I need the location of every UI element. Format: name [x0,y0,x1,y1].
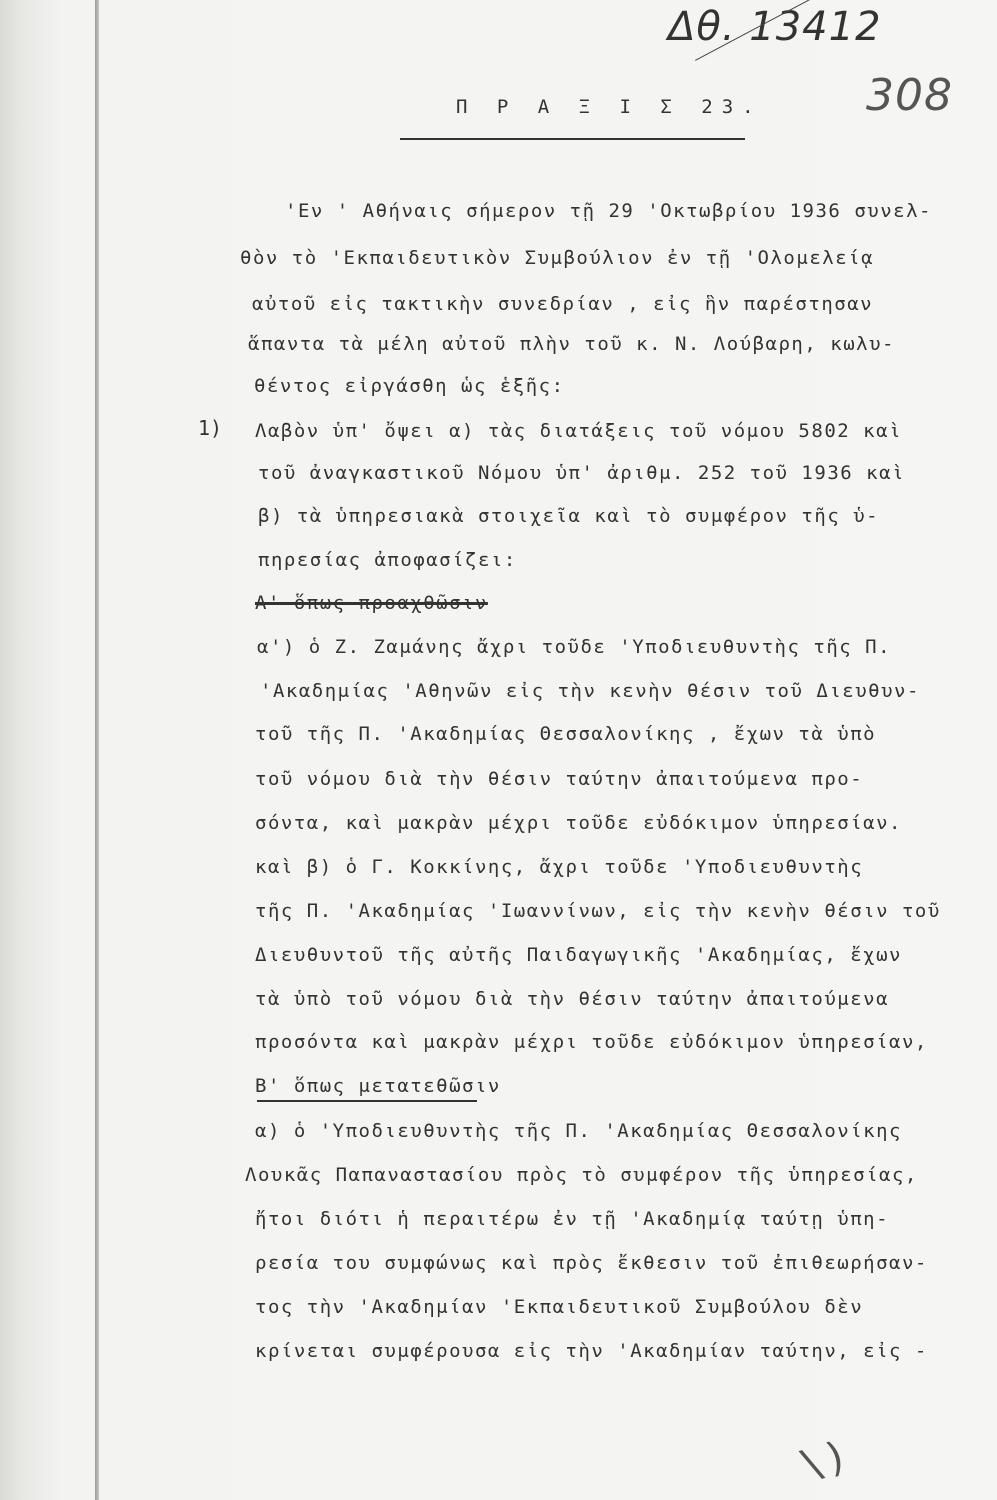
text-line: Β' ὅπως μετατεθῶσιν [255,1075,501,1097]
text-line: προσόντα καὶ μακρὰν μέχρι τοῦδε εὐδόκιμον ὑπηρεσίαν, [255,1031,928,1053]
text-line: 'Εν ' Αθήναις σήμερον τῇ 29 'Οκτωβρίου 1936 συνελ- [285,200,932,222]
text-line: καὶ β) ὁ Γ. Κοκκίνης, ἄχρι τοῦδε 'Υποδιευθυντὴς [255,856,864,878]
text-line: θέντος εἰργάσθη ὡς ἑξῆς: [254,375,565,397]
text-line: τοῦ τῆς Π. 'Ακαδημίας Θεσσαλονίκης , ἔχων τὰ ὑπὸ [255,723,877,745]
archive-number: Δθ. 13412 [668,4,882,50]
text-line: ἤτοι διότι ἡ περαιτέρω ἐν τῇ 'Ακαδημίᾳ ταύτῃ ὑπη- [255,1208,890,1230]
page-number: 308 [866,70,953,121]
text-line: β) τὰ ὑπηρεσιακὰ στοιχεῖα καὶ τὸ συμφέρον τῆς ὑ- [258,505,880,527]
text-line: Διευθυντοῦ τῆς αὐτῆς Παιδαγωγικῆς 'Ακαδημίας, ἔχων [255,944,902,966]
text-line: α) ὁ 'Υποδιευθυντὴς τῆς Π. 'Ακαδημίας Θεσσαλονίκης [255,1120,902,1142]
text-line: κρίνεται συμφέρουσα εἰς τὴν 'Ακαδημίαν ταύτην, εἰς - [255,1340,928,1362]
text-line: τὰ ὑπὸ τοῦ νόμου διὰ τὴν θέσιν ταύτην ἀπαιτούμενα [255,988,890,1010]
text-line: σόντα, καὶ μακρὰν μέχρι τοῦδε εὐδόκιμον ὑπηρεσίαν. [255,812,902,834]
text-line: 'Ακαδημίας 'Αθηνῶν εἰς τὴν κενὴν θέσιν τοῦ Διευθυν- [260,680,920,702]
text-line: Λουκᾶς Παπαναστασίου πρὸς τὸ συμφέρον τῆς ὑπηρεσίας, [245,1164,918,1186]
text-line: πηρεσίας ἀποφασίζει: [258,549,517,571]
text-line: αὐτοῦ εἰς τακτικὴν συνεδρίαν , εἰς ἣν παρέστησαν [252,293,874,315]
text-line: ἅπαντα τὰ μέλη αὐτοῦ πλὴν τοῦ κ. Ν. Λούβαρη, κωλυ- [248,333,895,355]
document-title: Π Ρ Α Ξ Ι Σ 23. [456,96,763,118]
text-line: τῆς Π. 'Ακαδημίας 'Ιωαννίνων, εἰς τὴν κενὴν θέσιν τοῦ [255,900,941,922]
handwritten-mark: \) [794,1432,854,1490]
text-line: α') ὁ Ζ. Ζαμάνης ἄχρι τοῦδε 'Υποδιευθυντὴς τῆς Π. [257,636,892,658]
title-underline [400,138,745,140]
text-line: τοῦ νόμου διὰ τὴν θέσιν ταύτην ἀπαιτούμενα προ- [255,768,864,790]
section-underline [257,1100,477,1102]
item-number: 1) [198,416,223,440]
text-line: τοῦ ἀναγκαστικοῦ Νόμου ὑπ' ἀριθμ. 252 τοῦ 1936 καὶ [258,462,905,484]
text-line: Λαβὸν ὑπ' ὄψει α) τὰς διατάξεις τοῦ νόμου 5802 καὶ [255,420,902,442]
binding-edge [95,0,99,1500]
text-line: ρεσία του συμφώνως καὶ πρὸς ἔκθεσιν τοῦ ἐπιθεωρήσαν- [255,1252,928,1274]
text-line: τος τὴν 'Ακαδημίαν 'Εκπαιδευτικοῦ Συμβούλου δὲν [255,1296,864,1318]
text-line: Α' ὅπως προαχθῶσιν [255,592,488,614]
text-line: θὸν τὸ 'Εκπαιδευτικὸν Συμβούλιον ἐν τῇ 'Ολομελείᾳ [240,247,875,269]
